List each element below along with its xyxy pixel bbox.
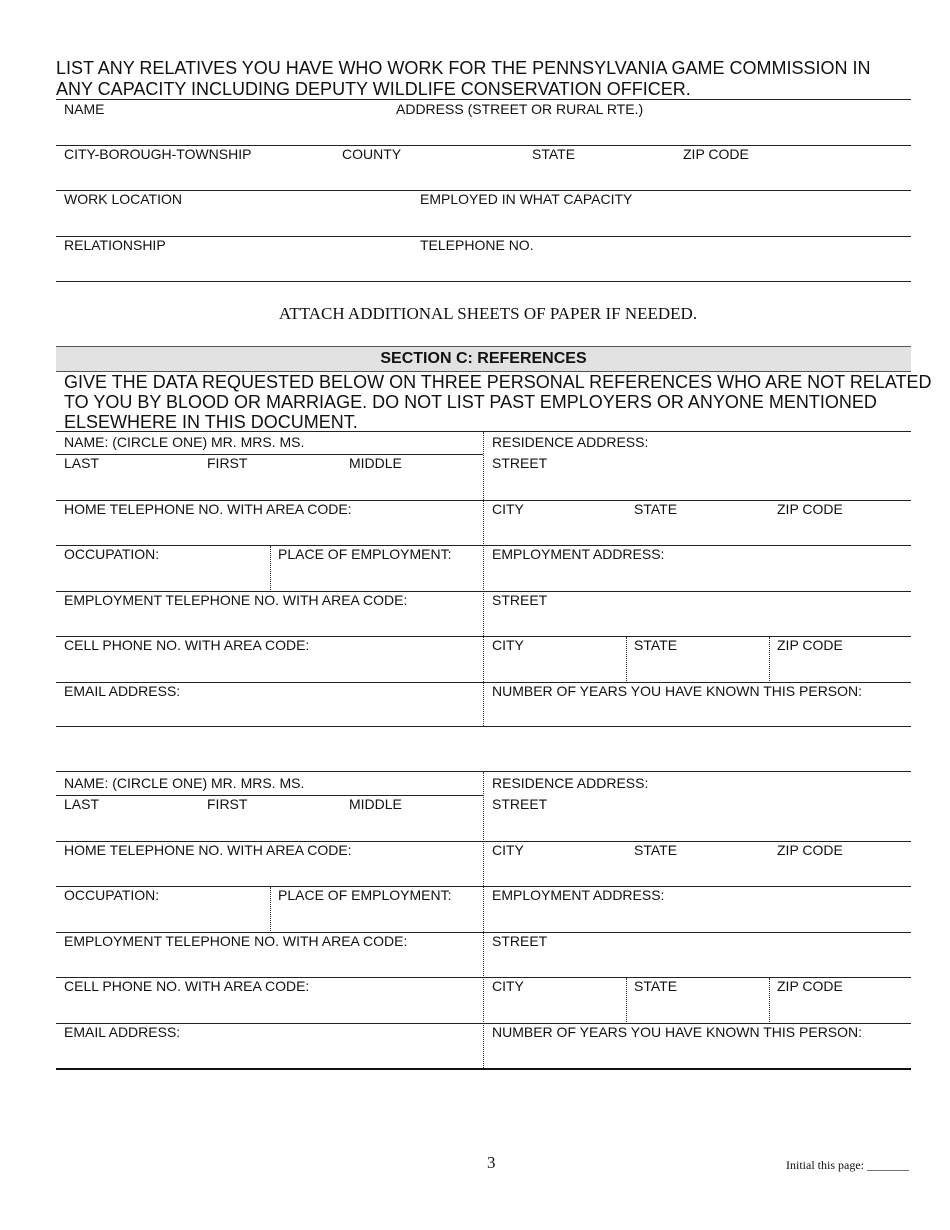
relatives-heading-line1: LIST ANY RELATIVES YOU HAVE WHO WORK FOR THE PENNSYLVANIA GAME COMMISSION IN <box>56 58 871 78</box>
ref2-city-label: CITY <box>492 842 524 858</box>
ref1-place-of-employment-label: PLACE OF EMPLOYMENT: <box>278 546 452 562</box>
ref1-cell-phone-label: CELL PHONE NO. WITH AREA CODE: <box>64 637 310 653</box>
ref2-employment-phone-label: EMPLOYMENT TELEPHONE NO. WITH AREA CODE: <box>64 933 408 949</box>
section-c-instructions-line2: TO YOU BY BLOOD OR MARRIAGE. DO NOT LIST PAST EMPLOYERS OR ANYONE MENTIONED <box>64 392 877 412</box>
ref1-street-label: STREET <box>492 455 548 471</box>
attach-note: ATTACH ADDITIONAL SHEETS OF PAPER IF NEEDED. <box>278 304 698 323</box>
relative-state-label: STATE <box>532 146 576 162</box>
ref1-city-field[interactable] <box>484 501 911 545</box>
ref1-employment-city-label: CITY <box>492 637 524 653</box>
relative-telephone-label: TELEPHONE NO. <box>420 237 534 253</box>
ref2-street-label: STREET <box>492 796 548 812</box>
ref2-name-circle-label: NAME: (CIRCLE ONE) MR. MRS. MS. <box>64 775 305 791</box>
ref1-residence-address-label: RESIDENCE ADDRESS: <box>492 434 649 450</box>
ref2-employment-street-field[interactable] <box>484 933 911 977</box>
ref2-city-field[interactable] <box>484 842 911 886</box>
ref2-last-label: LAST <box>64 796 100 812</box>
ref1-city-label: CITY <box>492 501 524 517</box>
ref1-email-label: EMAIL ADDRESS: <box>64 683 181 699</box>
ref1-state-label: STATE <box>634 501 678 517</box>
ref1-name-circle-label: NAME: (CIRCLE ONE) MR. MRS. MS. <box>64 434 305 450</box>
ref2-home-phone-label: HOME TELEPHONE NO. WITH AREA CODE: <box>64 842 352 858</box>
ref1-middle-label: MIDDLE <box>349 455 402 471</box>
relatives-heading-line2: ANY CAPACITY INCLUDING DEPUTY WILDLIFE CONSERVATION OFFICER. <box>56 79 691 99</box>
divider <box>56 1068 911 1070</box>
relative-city-label: CITY-BOROUGH-TOWNSHIP <box>64 146 252 162</box>
ref2-first-label: FIRST <box>207 796 248 812</box>
ref1-employment-street-field[interactable] <box>484 592 911 636</box>
divider <box>56 454 483 455</box>
ref2-occupation-label: OCCUPATION: <box>64 887 160 903</box>
ref1-first-label: FIRST <box>207 455 248 471</box>
initial-this-page[interactable]: Initial this page: _______ <box>786 1158 909 1172</box>
ref1-zip-label: ZIP CODE <box>777 501 843 517</box>
ref2-place-of-employment-label: PLACE OF EMPLOYMENT: <box>278 887 452 903</box>
ref1-employment-phone-label: EMPLOYMENT TELEPHONE NO. WITH AREA CODE: <box>64 592 408 608</box>
ref2-state-label: STATE <box>634 842 678 858</box>
ref1-last-label: LAST <box>64 455 100 471</box>
ref1-home-phone-label: HOME TELEPHONE NO. WITH AREA CODE: <box>64 501 352 517</box>
section-c-instructions-line1: GIVE THE DATA REQUESTED BELOW ON THREE PERSONAL REFERENCES WHO ARE NOT RELATED <box>64 372 932 392</box>
divider <box>56 795 483 796</box>
relative-capacity-label: EMPLOYED IN WHAT CAPACITY <box>420 191 633 207</box>
relative-zip-label: ZIP CODE <box>683 146 749 162</box>
relative-county-label: COUNTY <box>342 146 402 162</box>
relative-address-label: ADDRESS (STREET OR RURAL RTE.) <box>396 101 644 117</box>
ref2-middle-label: MIDDLE <box>349 796 402 812</box>
section-c-title: SECTION C: REFERENCES <box>56 346 911 372</box>
ref2-employment-city-label: CITY <box>492 978 524 994</box>
ref2-zip-label: ZIP CODE <box>777 842 843 858</box>
relative-relationship-label: RELATIONSHIP <box>64 237 166 253</box>
ref2-cell-phone-label: CELL PHONE NO. WITH AREA CODE: <box>64 978 310 994</box>
divider <box>56 726 911 727</box>
ref1-employment-address-label: EMPLOYMENT ADDRESS: <box>492 546 665 562</box>
ref1-employment-street-label: STREET <box>492 592 548 608</box>
ref2-residence-address-label: RESIDENCE ADDRESS: <box>492 775 649 791</box>
ref2-employment-zip-label: ZIP CODE <box>777 978 843 994</box>
relative-work-location-label: WORK LOCATION <box>64 191 182 207</box>
ref1-years-known-label: NUMBER OF YEARS YOU HAVE KNOWN THIS PERSON: <box>492 683 863 699</box>
section-c-instructions-line3: ELSEWHERE IN THIS DOCUMENT. <box>64 412 358 432</box>
ref2-employment-state-label: STATE <box>634 978 678 994</box>
ref2-employment-street-label: STREET <box>492 933 548 949</box>
ref1-employment-state-label: STATE <box>634 637 678 653</box>
ref2-employment-address-label: EMPLOYMENT ADDRESS: <box>492 887 665 903</box>
ref1-employment-zip-label: ZIP CODE <box>777 637 843 653</box>
divider <box>56 281 911 282</box>
relative-name-label: NAME <box>64 101 105 117</box>
ref2-email-label: EMAIL ADDRESS: <box>64 1024 181 1040</box>
ref1-occupation-label: OCCUPATION: <box>64 546 160 562</box>
page-number: 3 <box>487 1153 496 1172</box>
ref2-years-known-label: NUMBER OF YEARS YOU HAVE KNOWN THIS PERSON: <box>492 1024 863 1040</box>
